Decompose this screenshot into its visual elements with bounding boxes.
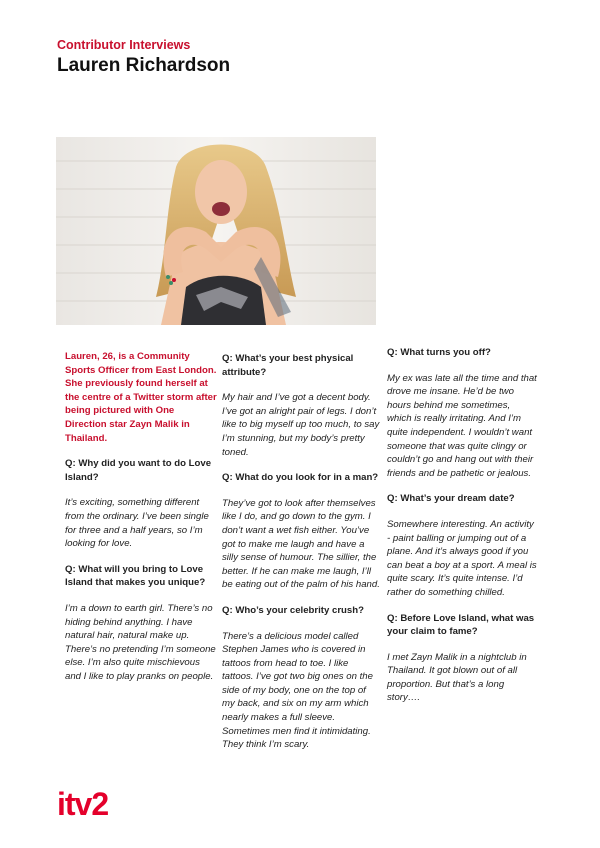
svg-text:itv2: itv2 (57, 788, 109, 820)
intro-paragraph: Lauren, 26, is a Community Sports Officer from East London. She previously found herself at the centre of a Twitter storm after being pictured with One Direction star Zayn Malik in Thailand. (65, 351, 217, 444)
question-claim-to-fame: Q: Before Love Island, what was your claim to fame? (387, 612, 535, 638)
answer-turn-off: My ex was late all the time and that drove me insane. He’d be two hours behind me sometimes, which is really irritating. And I’m quite independent. I wouldn’t want someone that was quite clingy or couldn’t go and hang out with their friends and be pathetic or jealous. (387, 372, 537, 479)
answer-dream-date: Somewhere interesting. An activity - paint balling or jumping out of a plane. And it’s always good if you can beat a boy at a sport. A meal is quite scary. It’s quite intense. I’d rather do something chilled. (387, 518, 537, 598)
question-unique: Q: What will you bring to Love Island that makes you unique? (65, 563, 206, 589)
section-kicker: Contributor Interviews (57, 38, 191, 52)
portrait-photo (56, 137, 376, 325)
answer-claim-to-fame: I met Zayn Malik in a nightclub in Thailand. It got blown out of all proportion. But that’s a long story…. (387, 651, 527, 704)
itv2-logo (57, 788, 147, 820)
question-look-for: Q: What do you look for in a man? (222, 472, 379, 484)
answer-love-island: It’s exciting, something different from the ordinary. I’ve been single for three and a half years, so I’m looking for love. (65, 497, 209, 550)
answer-celebrity-crush: There’s a delicious model called Stephen James who is covered in tattoos from head to toe. I like tattoos. I’ve got two big ones on the side of my body, one on the top of my back, and six on my arm which nearly makes a full sleeve. Sometimes men find it intimidating. They think I’m scary. (222, 630, 373, 751)
question-celebrity-crush: Q: Who’s your celebrity crush? (222, 604, 364, 616)
question-love-island: Q: Why did you want to do Love Island? (65, 458, 212, 483)
interview-column-2 (222, 352, 380, 764)
answer-best-attribute: My hair and I’ve got a decent body. I’ve got an alright pair of legs. I don’t like to big myself up too much, to say I’m stunning, but my body’s pretty toned. (222, 392, 380, 458)
question-turn-off: Q: What turns you off? (387, 347, 491, 358)
page-title: Lauren Richardson (57, 55, 231, 76)
question-best-attribute: Q: What’s your best physical attribute? (222, 353, 354, 378)
answer-unique: I’m a down to earth girl. There’s no hiding behind anything. I have natural hair, natural make up. There’s no pretending I’m someone else. I’m also quite mischievous and I like to play pranks on people. (65, 602, 216, 682)
answer-look-for: They’ve got to look after themselves like I do, and go down to the gym. I don’t want a wet fish either. You’ve got to make me laugh and have a silly sense of humour. The sillier, the better. If he can make me laugh, I’ll be eating out of the palm of his hand. (222, 497, 380, 591)
interview-column-1 (65, 350, 217, 695)
question-dream-date: Q: What’s your dream date? (387, 493, 515, 505)
interview-column-3 (387, 346, 537, 717)
